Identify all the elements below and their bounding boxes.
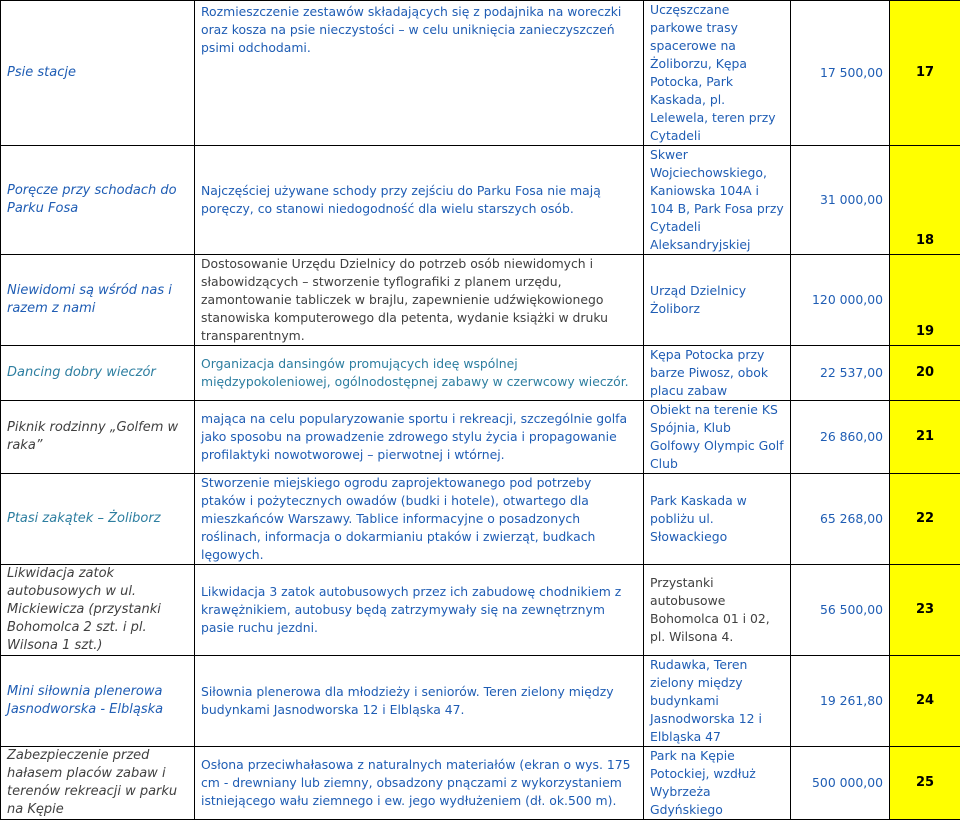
project-location: Park na Kępie Potockiej, wzdłuż Wybrzeża Gdyńskiego (644, 747, 791, 820)
project-location: Skwer Wojciechowskiego, Kaniowska 104A i 104 B, Park Fosa przy Cytadeli Aleksandryjskiej (644, 146, 791, 255)
table-row (1, 146, 960, 255)
project-name: Niewidomi są wśród nas i razem z nami (1, 255, 195, 346)
project-description: Najczęściej używane schody przy zejściu do Parku Fosa nie mają poręczy, co stanowi niedogodność dla wielu starszych osób. (195, 146, 644, 255)
project-description: Siłownia plenerowa dla młodzieży i seniorów. Teren zielony między budynkami Jasnodworska 12 i Elbląska 47. (195, 656, 644, 747)
table-row (1, 346, 960, 401)
project-cost: 120 000,00 (791, 255, 890, 346)
project-name: Ptasi zakątek – Żoliborz (1, 474, 195, 565)
table-row (1, 656, 960, 747)
project-location: Przystanki autobusowe Bohomolca 01 i 02, pl. Wilsona 4. (644, 565, 791, 656)
project-description: mająca na celu popularyzowanie sportu i rekreacji, szczególnie golfa jako sposobu na prowadzenie zdrowego stylu życia i propagowanie profilaktyki nowotworowej – pierwotnej i wtórnej. (195, 401, 644, 474)
project-name: Poręcze przy schodach do Parku Fosa (1, 146, 195, 255)
project-cost: 19 261,80 (791, 656, 890, 747)
project-location: Obiekt na terenie KS Spójnia, Klub Golfowy Olympic Golf Club (644, 401, 791, 474)
table-row (1, 255, 960, 346)
project-number: 17 (890, 1, 960, 146)
project-location: Uczęszczane parkowe trasy spacerowe na Żoliborzu, Kępa Potocka, Park Kaskada, pl. Lelewela, teren przy Cytadeli (644, 1, 791, 146)
project-description: Stworzenie miejskiego ogrodu zaprojektowanego pod potrzeby ptaków i pożytecznych owadów (budki i hotele), otwartego dla mieszkańców Warszawy. Tablice informacyjne o posadzonych roślinach, informacja o dokarmianiu ptaków i zwierząt, budkach lęgowych. (195, 474, 644, 565)
project-name: Zabezpieczenie przed hałasem placów zabaw i terenów rekreacji w parku na Kępie (1, 747, 195, 820)
project-cost: 500 000,00 (791, 747, 890, 820)
project-number: 25 (890, 747, 960, 820)
project-number: 23 (890, 565, 960, 656)
project-name: Psie stacje (1, 1, 195, 146)
project-description: Rozmieszczenie zestawów składających się z podajnika na woreczki oraz kosza na psie nieczystości – w celu uniknięcia zanieczyszczeń psimi odchodami. (195, 1, 644, 146)
project-location: Rudawka, Teren zielony między budynkami Jasnodworska 12 i Elbląska 47 (644, 656, 791, 747)
project-location: Urząd Dzielnicy Żoliborz (644, 255, 791, 346)
project-name: Mini siłownia plenerowa Jasnodworska - Elbląska (1, 656, 195, 747)
project-number: 21 (890, 401, 960, 474)
project-cost: 17 500,00 (791, 1, 890, 146)
project-cost: 26 860,00 (791, 401, 890, 474)
project-cost: 31 000,00 (791, 146, 890, 255)
project-cost: 65 268,00 (791, 474, 890, 565)
project-description: Osłona przeciwhałasowa z naturalnych materiałów (ekran o wys. 175 cm - drewniany lub ziemny, obsadzony pnączami z wykorzystaniem istniejącego wału ziemnego i ew. jego wydłużeniem (dł. ok.500 m). (195, 747, 644, 820)
table-row (1, 565, 960, 656)
project-description: Likwidacja 3 zatok autobusowych przez ich zabudowę chodnikiem z krawężnikiem, autobusy będą zatrzymywały się na zewnętrznym pasie ruchu jezdni. (195, 565, 644, 656)
project-number: 22 (890, 474, 960, 565)
project-cost: 22 537,00 (791, 346, 890, 401)
project-number: 20 (890, 346, 960, 401)
project-location: Park Kaskada w pobliżu ul. Słowackiego (644, 474, 791, 565)
project-description: Organizacja dansingów promujących ideę wspólnej międzypokoleniowej, ogólnodostępnej zabawy w czerwcowy wieczór. (195, 346, 644, 401)
table-row (1, 474, 960, 565)
project-location: Kępa Potocka przy barze Piwosz, obok placu zabaw (644, 346, 791, 401)
project-name: Piknik rodzinny „Golfem w raka” (1, 401, 195, 474)
project-cost: 56 500,00 (791, 565, 890, 656)
table-row (1, 747, 960, 820)
project-name: Likwidacja zatok autobusowych w ul. Mickiewicza (przystanki Bohomolca 2 szt. i pl. Wilsona 1 szt.) (1, 565, 195, 656)
table-row (1, 1, 960, 146)
project-number: 18 (890, 146, 960, 255)
project-number: 24 (890, 656, 960, 747)
table-row (1, 401, 960, 474)
project-name: Dancing dobry wieczór (1, 346, 195, 401)
project-number: 19 (890, 255, 960, 346)
project-description: Dostosowanie Urzędu Dzielnicy do potrzeb osób niewidomych i słabowidzących – stworzenie tyflografiki z planem urzędu, zamontowanie tabliczek w brajlu, zapewnienie udźwiękowionego stanowiska komputerowego dla petenta, wydanie książki w druku transparentnym. (195, 255, 644, 346)
